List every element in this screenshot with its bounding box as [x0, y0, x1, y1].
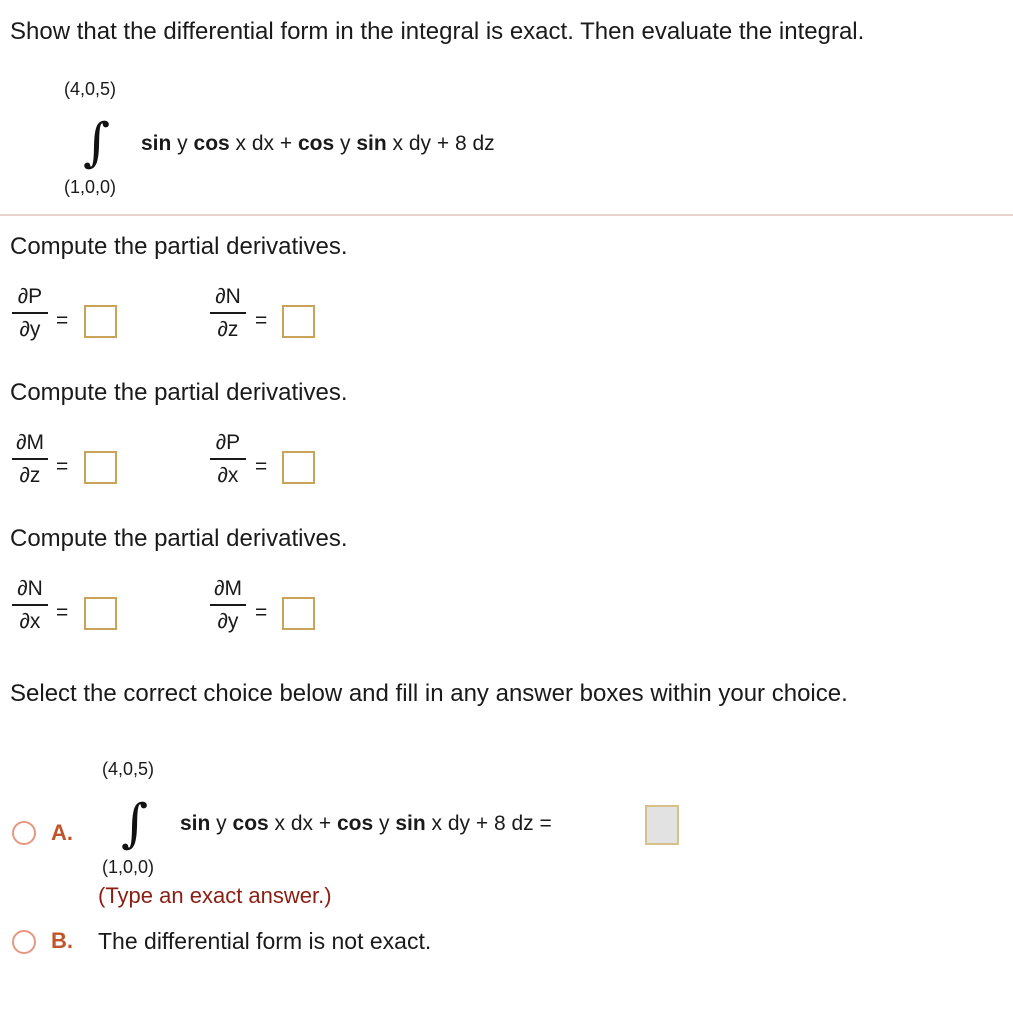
expr-y-2: y — [373, 812, 396, 835]
choice-a-expression — [180, 812, 552, 836]
expr-xdx: x dx + — [229, 132, 298, 155]
expr-xdy-dz: x dy + 8 dz — [386, 132, 495, 155]
section2-heading: Compute the partial derivatives. — [10, 379, 348, 406]
expr-sin-1: sin — [141, 132, 172, 155]
dP-dy-answer-box[interactable] — [84, 305, 117, 338]
equals-sign: = — [56, 601, 69, 624]
fraction-numerator: ∂N — [17, 577, 43, 600]
fraction-bar — [12, 458, 48, 460]
expr-xdy-dz: x dy + 8 dz = — [425, 812, 552, 835]
choice-b-letter: B. — [51, 928, 73, 953]
fraction-numerator: ∂M — [214, 577, 242, 600]
fraction-bar — [12, 312, 48, 314]
dN-dz-fraction — [210, 285, 246, 342]
choice-b-text: The differential form is not exact. — [98, 928, 432, 954]
instruction-text: Show that the differential form in the integral is exact. Then evaluate the integral. — [10, 18, 865, 45]
choice-a-letter: A. — [51, 820, 73, 845]
choice-a-answer-box[interactable] — [645, 805, 679, 845]
dM-dy-fraction — [210, 577, 246, 634]
fraction-numerator: ∂P — [17, 285, 43, 308]
expr-cos-2: cos — [336, 812, 374, 835]
integral-upper-limit: (4,0,5) — [64, 79, 117, 99]
choice-a-lower-limit: (1,0,0) — [102, 857, 155, 877]
fraction-bar — [210, 312, 246, 314]
integral-expression — [141, 132, 495, 156]
expr-cos-1: cos — [193, 132, 230, 155]
expr-cos-2: cos — [297, 132, 335, 155]
choice-b-radio[interactable] — [12, 930, 36, 954]
dP-dx-fraction — [210, 431, 246, 488]
fraction-bar — [210, 458, 246, 460]
section1-heading: Compute the partial derivatives. — [10, 233, 348, 260]
select-choice-prompt: Select the correct choice below and fill in any answer boxes within your choice. — [10, 680, 848, 707]
choice-a-upper-limit: (4,0,5) — [102, 759, 155, 779]
equals-sign: = — [255, 309, 268, 332]
fraction-numerator: ∂P — [215, 431, 241, 454]
fraction-denominator: ∂z — [19, 464, 41, 487]
expr-xdx: x dx + — [268, 812, 337, 835]
dM-dy-answer-box[interactable] — [282, 597, 315, 630]
dP-dy-fraction — [12, 285, 48, 342]
dM-dz-fraction — [12, 431, 48, 488]
fraction-numerator: ∂M — [16, 431, 44, 454]
fraction-denominator: ∂y — [19, 318, 41, 341]
expr-sin-1: sin — [180, 812, 211, 835]
dM-dz-answer-box[interactable] — [84, 451, 117, 484]
dN-dx-fraction — [12, 577, 48, 634]
integral-lower-limit: (1,0,0) — [64, 177, 117, 197]
section-divider — [0, 214, 1013, 216]
expr-y-1: y — [210, 812, 233, 835]
expr-sin-2: sin — [395, 812, 426, 835]
choice-a-integral-sign-icon: ∫ — [121, 794, 149, 854]
dP-dx-answer-box[interactable] — [282, 451, 315, 484]
fraction-denominator: ∂x — [19, 610, 41, 633]
expr-y-2: y — [334, 132, 357, 155]
choice-a-hint: (Type an exact answer.) — [98, 883, 332, 908]
dN-dx-answer-box[interactable] — [84, 597, 117, 630]
fraction-numerator: ∂N — [215, 285, 241, 308]
dN-dz-answer-box[interactable] — [282, 305, 315, 338]
fraction-bar — [12, 604, 48, 606]
integral-sign-icon: ∫ — [83, 113, 111, 173]
fraction-denominator: ∂y — [217, 610, 239, 633]
section3-heading: Compute the partial derivatives. — [10, 525, 348, 552]
choice-a-radio[interactable] — [12, 821, 36, 845]
equals-sign: = — [255, 455, 268, 478]
expr-cos-1: cos — [232, 812, 269, 835]
equals-sign: = — [56, 455, 69, 478]
expr-sin-2: sin — [356, 132, 387, 155]
fraction-denominator: ∂z — [217, 318, 239, 341]
equals-sign: = — [255, 601, 268, 624]
fraction-denominator: ∂x — [217, 464, 239, 487]
equals-sign: = — [56, 309, 69, 332]
expr-y-1: y — [171, 132, 194, 155]
fraction-bar — [210, 604, 246, 606]
